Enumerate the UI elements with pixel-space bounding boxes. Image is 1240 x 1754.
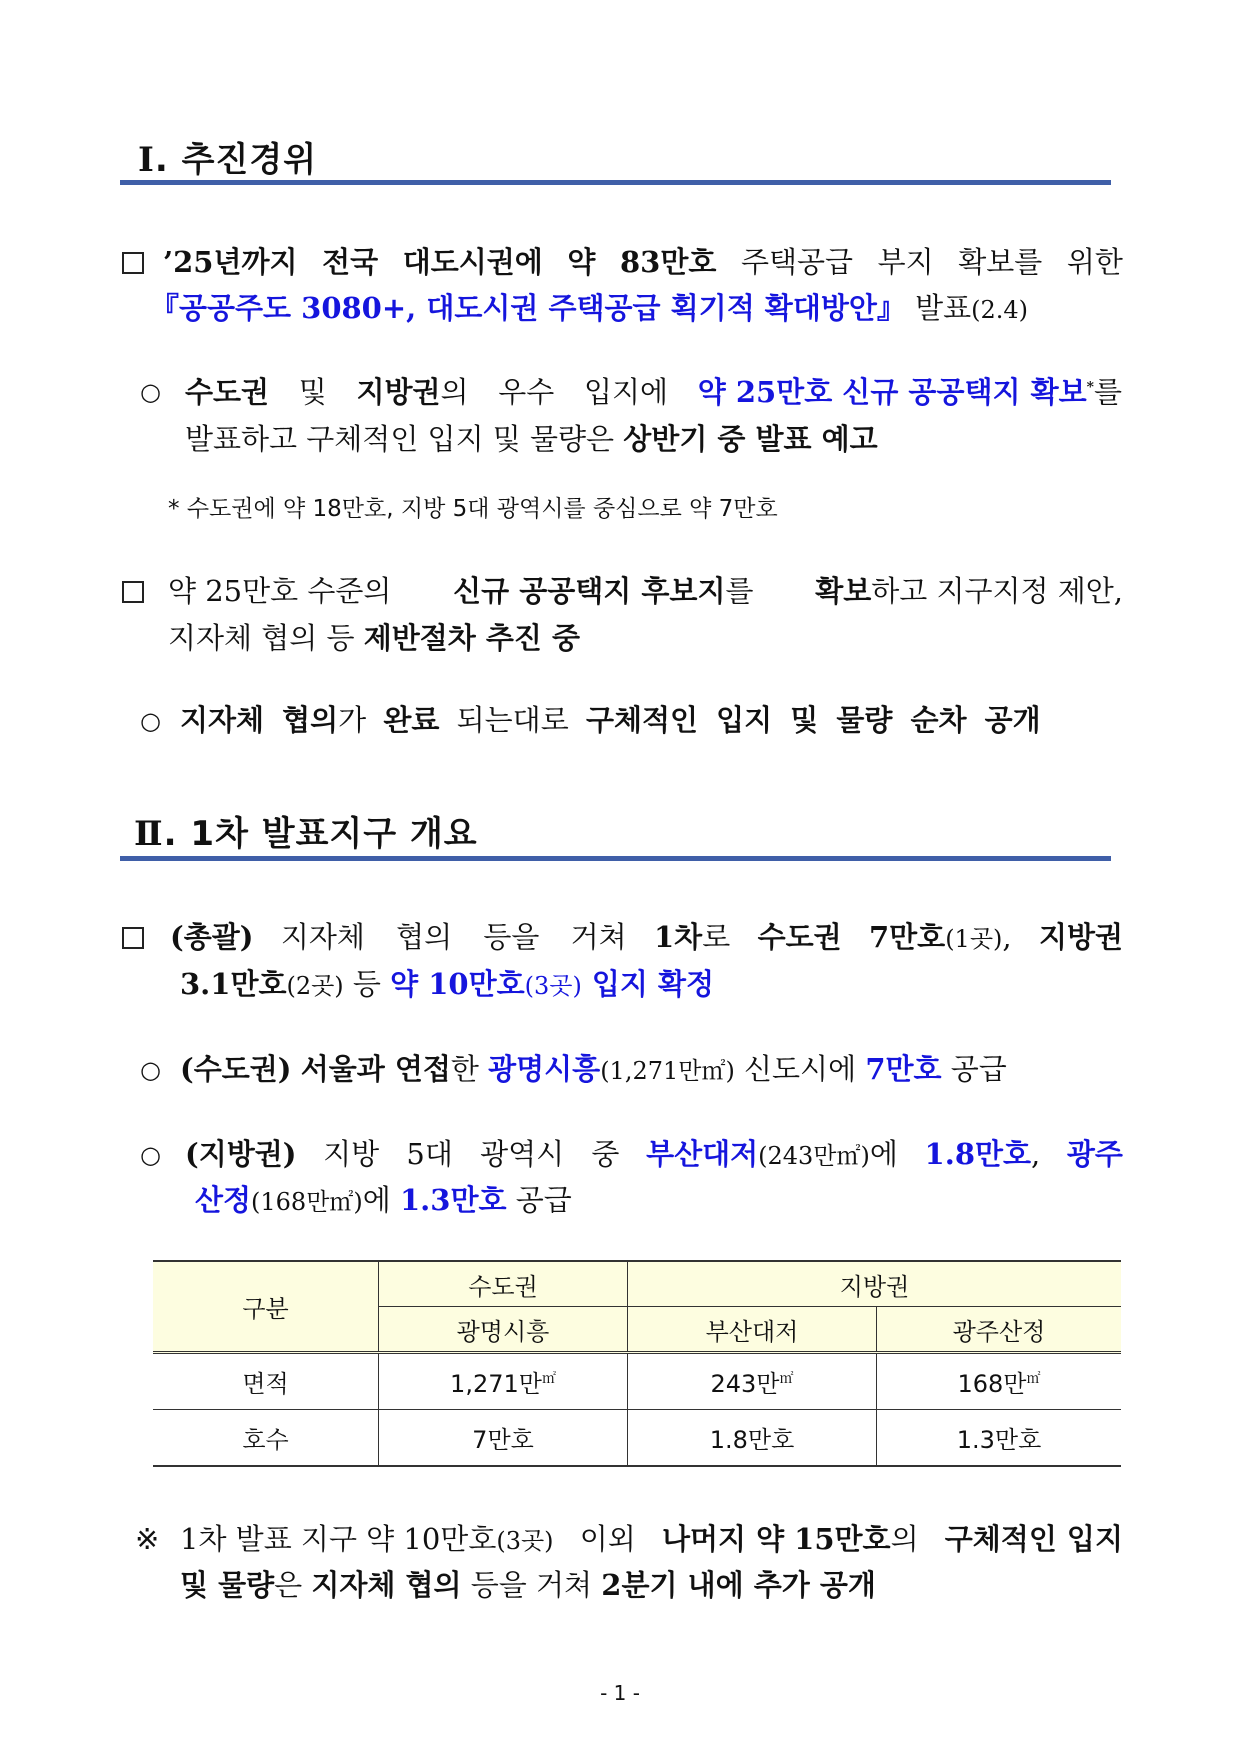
- checkbox-square-icon: [122, 252, 144, 278]
- text-segment: (3곳): [496, 1527, 554, 1555]
- text-segment: 나머지 약 15만호: [661, 1522, 891, 1556]
- text-segment: 및: [298, 375, 327, 409]
- bullet-circle-icon: ○: [140, 1056, 161, 1084]
- section-1-sub-1-line-2: [185, 422, 878, 456]
- section-2-para-1-line-2: [180, 967, 715, 1001]
- text-segment: 전국: [322, 245, 379, 279]
- table-cell: [628, 1353, 877, 1410]
- text-segment: (수도권): [180, 1052, 292, 1086]
- text-segment: 되는대로: [456, 703, 569, 737]
- text-segment: 약 25만호 수준의: [168, 574, 392, 608]
- bullet-circle-icon: ○: [140, 378, 161, 406]
- highlight-text: 부산대저: [646, 1137, 759, 1171]
- text-segment: 2분기 내에 추가 공개: [601, 1568, 876, 1602]
- text-segment: (지방권): [185, 1137, 297, 1171]
- table-cell: 호수: [153, 1410, 379, 1467]
- text-segment: 에: [362, 1183, 400, 1217]
- highlight-text: 입지 확정: [581, 967, 715, 1001]
- text-segment: 이외: [579, 1522, 636, 1556]
- text-segment: 의: [890, 1522, 919, 1556]
- text-segment: 가: [338, 703, 367, 737]
- text-segment: 제반절차 추진 중: [363, 621, 581, 655]
- bullet-circle-icon: ○: [140, 707, 161, 735]
- unit-label: ㎡: [779, 1371, 794, 1387]
- text-segment: 한: [450, 1052, 489, 1086]
- text-segment: 지자체 협의: [180, 703, 339, 737]
- section-1-para-1-line-1: [163, 245, 1123, 279]
- text-segment: 수도권: [185, 375, 270, 409]
- text-segment: 로: [702, 920, 731, 954]
- text-segment: 우수: [498, 375, 555, 409]
- text-segment: ,: [1002, 920, 1012, 954]
- section-1-sub-1-line-1: [185, 375, 1122, 409]
- text-segment: 83만호: [620, 245, 717, 279]
- highlight-text: 산정: [195, 1183, 252, 1217]
- text-segment: 약: [567, 245, 596, 279]
- text-segment: 지자체 협의: [311, 1568, 462, 1602]
- text-segment: 서울과 연접: [300, 1052, 451, 1086]
- bullet-circle-icon: ○: [140, 1141, 161, 1169]
- text-segment: 지방권: [1038, 920, 1123, 954]
- text-segment: 하고 지구지정 제안,: [871, 574, 1123, 608]
- text-segment: (1,271만㎡): [600, 1057, 735, 1085]
- section-2-para-1-line-1: [170, 920, 1123, 954]
- table-header-row: [153, 1261, 1121, 1307]
- text-segment: ’25년까지: [163, 245, 298, 279]
- section-2-sub-2-line-2: [195, 1183, 572, 1217]
- footnote-text: 수도권에 약 18만호, 지방 5대 광역시를 중심으로 약 7만호: [186, 496, 778, 522]
- text-segment: (168만㎡): [251, 1188, 363, 1216]
- highlight-text: 1.8만호: [924, 1137, 1032, 1171]
- text-segment: 완료: [383, 703, 440, 737]
- table-header-cell: 부산대저: [628, 1307, 877, 1353]
- text-segment: 수도권: [757, 920, 842, 954]
- table-cell: 7만호: [379, 1410, 628, 1467]
- text-segment: (243만㎡): [758, 1142, 870, 1170]
- text-segment: 에: [869, 1137, 898, 1171]
- section-1-sub-2: [180, 703, 1041, 737]
- text-segment: 상반기 중 발표 예고: [623, 422, 878, 456]
- text-segment: ,: [1031, 1137, 1041, 1171]
- section-1-para-2-line-1: [168, 574, 1123, 608]
- section-1-numeral: Ⅰ: [138, 140, 155, 180]
- cell-value: 168만: [957, 1370, 1027, 1398]
- text-segment: 지자체 협의 등을 거쳐: [280, 920, 627, 954]
- announce-date: (2.4): [971, 296, 1029, 324]
- section-2-title: . 1차 발표지구 개요: [163, 814, 478, 854]
- cell-value: 1,271만: [450, 1370, 542, 1398]
- table-cell: [379, 1353, 628, 1410]
- highlight-text: 광주: [1066, 1137, 1123, 1171]
- unit-label: ㎡: [541, 1371, 556, 1387]
- text-segment: 확보: [815, 574, 872, 608]
- reference-mark-icon: ※: [135, 1522, 160, 1556]
- table-header-cell: 광명시흥: [379, 1307, 628, 1353]
- table-row: [153, 1410, 1121, 1467]
- section-2-rule: [120, 856, 1111, 861]
- text-segment: 구체적인 입지 및 물량 순차 공개: [585, 703, 1041, 737]
- highlight-text: 광명시흥: [488, 1052, 601, 1086]
- text-segment: 3.1만호: [180, 967, 287, 1001]
- text-segment: 등: [343, 967, 391, 1001]
- text-segment: 1차 발표 지구 약 10만호: [180, 1522, 497, 1556]
- text-segment: 등을 거쳐: [461, 1568, 602, 1602]
- highlight-text: (3곳): [524, 972, 582, 1000]
- table-cell: 1.3만호: [877, 1410, 1122, 1467]
- table-row: [153, 1353, 1121, 1410]
- section-1-rule: [120, 180, 1111, 185]
- text-segment: 공급: [506, 1183, 572, 1217]
- text-segment: 를: [725, 574, 754, 608]
- page-number: - 1 -: [600, 1681, 640, 1705]
- table-cell: 면적: [153, 1353, 379, 1410]
- text-segment: 위한: [1066, 245, 1123, 279]
- text-segment: 부지: [877, 245, 934, 279]
- table-cell: [877, 1353, 1122, 1410]
- text-segment: (1곳): [945, 925, 1003, 953]
- section-2-heading: [134, 806, 478, 855]
- district-summary-table: [153, 1260, 1121, 1467]
- plan-title: 『공공주도 3080+, 대도시권 주택공급 획기적 확대방안』: [150, 291, 906, 325]
- cell-value: 243만: [710, 1370, 780, 1398]
- text-segment: 1차: [653, 920, 703, 954]
- text-segment: 지방권: [356, 375, 441, 409]
- highlight-text: 약 25만호 신규 공공택지 확보: [697, 375, 1087, 409]
- section-1-para-1-line-2: [150, 291, 1029, 325]
- section-1-title: . 추진경위: [154, 140, 318, 180]
- text-segment: 및 물량: [180, 1568, 275, 1602]
- section-1-para-2-line-2: [168, 621, 581, 655]
- text-segment: 를: [1093, 375, 1122, 409]
- text-segment: 신도시에: [734, 1052, 866, 1086]
- footnote-marker: *: [168, 496, 180, 522]
- table-header-cell: 구분: [153, 1261, 379, 1353]
- remark-line-1: [180, 1522, 1123, 1556]
- table-header-cell: 지방권: [628, 1261, 1122, 1307]
- text-segment: 7만호: [868, 920, 946, 954]
- highlight-text: 약 10만호: [390, 967, 525, 1001]
- unit-label: ㎡: [1026, 1371, 1041, 1387]
- text-segment: 발표하고 구체적인 입지 및 물량은: [185, 422, 624, 456]
- text-segment: (2곳): [286, 972, 344, 1000]
- checkbox-square-icon: [122, 581, 144, 607]
- text-segment: 신규 공공택지 후보지: [453, 574, 726, 608]
- section-2-sub-1: [180, 1052, 1007, 1086]
- text-segment: 구체적인 입지: [944, 1522, 1123, 1556]
- footnote-marker: *: [1086, 379, 1094, 396]
- text-segment: (총괄): [170, 920, 254, 954]
- text-segment: 확보를: [958, 245, 1043, 279]
- highlight-text: 7만호: [865, 1052, 942, 1086]
- checkbox-square-icon: [122, 927, 144, 953]
- highlight-text: 1.3만호: [400, 1183, 507, 1217]
- table-header-cell: 수도권: [379, 1261, 628, 1307]
- text-segment: 대도시권에: [402, 245, 543, 279]
- table-header-cell: 광주산정: [877, 1307, 1122, 1353]
- text-segment: 의: [440, 375, 469, 409]
- text-segment: 입지에: [583, 375, 669, 409]
- remark-line-2: [180, 1568, 876, 1602]
- text-segment: 지자체 협의 등: [168, 621, 364, 655]
- section-1-footnote: [168, 490, 778, 523]
- text-segment: 은: [274, 1568, 312, 1602]
- section-2-numeral: Ⅱ: [134, 814, 164, 854]
- table-cell: 1.8만호: [628, 1410, 877, 1467]
- text-segment: 지방 5대 광역시 중: [323, 1137, 620, 1171]
- section-1-heading: [138, 132, 317, 181]
- text-segment: 공급: [941, 1052, 1007, 1086]
- section-2-sub-2-line-1: [185, 1137, 1123, 1171]
- text-segment: 주택공급: [740, 245, 854, 279]
- text-segment: 발표: [915, 291, 972, 325]
